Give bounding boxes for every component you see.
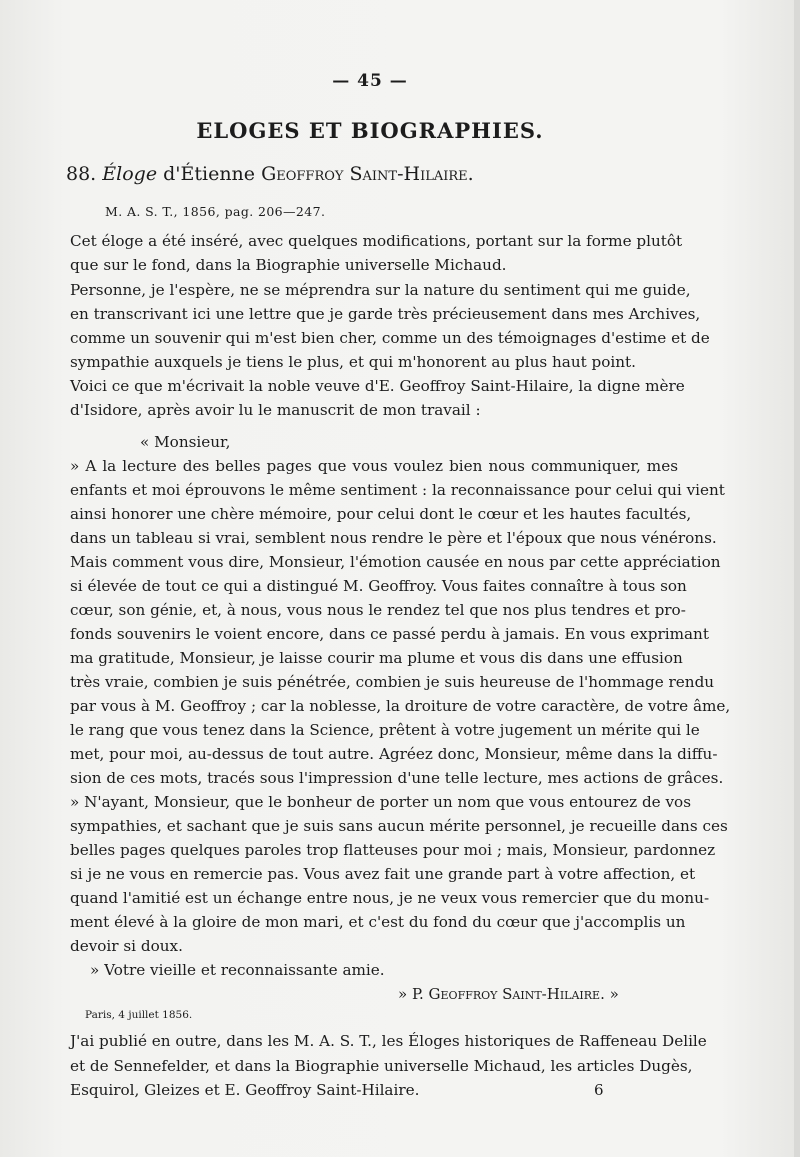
text-line: et de Sennefelder, et dans la Biographie universelle Michaud, les articles Dugès, xyxy=(70,1057,693,1075)
text-line: ma gratitude, Monsieur, je laisse courir ma plume et vous dis dans une effusion xyxy=(70,649,683,667)
text-line: met, pour moi, au-dessus de tout autre. Agréez donc, Monsieur, même dans la diffu- xyxy=(70,745,718,763)
text-line: devoir si doux. xyxy=(70,937,183,955)
entry-heading xyxy=(66,163,474,185)
entry-title-rest: d'Étienne xyxy=(157,163,262,185)
text-line: fonds souvenirs le voient encore, dans ce passé perdu à jamais. En vous exprimant xyxy=(70,625,709,643)
text-line: si je ne vous en remercie pas. Vous avez fait une grande part à votre affection, et xyxy=(70,865,696,883)
text-line: » A la lecture des belles pages que vous voulez bien nous communiquer, mes xyxy=(70,457,678,475)
entry-title-italic: Éloge xyxy=(102,163,158,185)
text-line: » N'ayant, Monsieur, que le bonheur de porter un nom que vous entourez de vos xyxy=(70,793,691,811)
text-line: par vous à M. Geoffroy ; car la noblesse, la droiture de votre caractère, de votre âme, xyxy=(70,697,731,715)
text-line: ment élevé à la gloire de mon mari, et c'est du fond du cœur que j'accomplis un xyxy=(70,913,686,931)
page-edge xyxy=(794,0,800,1157)
date-line: Paris, 4 juillet 1856. xyxy=(85,1009,193,1021)
text-line: Mais comment vous dire, Monsieur, l'émotion causée en nous par cette appréciation xyxy=(70,553,721,571)
text-line: quand l'amitié est un échange entre nous, je ne veux vous remercier que du monu- xyxy=(70,889,710,907)
page-number: — 45 — xyxy=(332,71,408,91)
entry-name: Geoffroy Saint-Hilaire. xyxy=(261,163,474,185)
text-line: Personne, je l'espère, ne se méprendra sur la nature du sentiment qui me guide, xyxy=(70,281,691,299)
reference-line: M. A. S. T., 1856, pag. 206—247. xyxy=(105,204,326,219)
text-line: enfants et moi éprouvons le même sentiment : la reconnaissance pour celui qui vient xyxy=(70,481,725,499)
text-line: Cet éloge a été inséré, avec quelques modifications, portant sur la forme plutôt xyxy=(70,232,683,250)
text-line: sympathies, et sachant que je suis sans aucun mérite personnel, je recueille dans ces xyxy=(70,817,728,835)
text-line: Voici ce que m'écrivait la noble veuve d'E. Geoffroy Saint-Hilaire, la digne mère xyxy=(70,377,685,395)
text-line: ainsi honorer une chère mémoire, pour celui dont le cœur et les hautes facultés, xyxy=(70,505,692,523)
text-line: cœur, son génie, et, à nous, vous nous le rendez tel que nos plus tendres et pro- xyxy=(70,601,686,619)
signature-mark: 6 xyxy=(594,1081,604,1099)
text-line: comme un souvenir qui m'est bien cher, comme un des témoignages d'estime et de xyxy=(70,329,710,347)
text-line: le rang que vous tenez dans la Science, prêtent à votre jugement un mérite qui le xyxy=(70,721,700,739)
text-line: J'ai publié en outre, dans les M. A. S. T., les Éloges historiques de Raffeneau Delile xyxy=(70,1032,707,1050)
text-line: que sur le fond, dans la Biographie universelle Michaud. xyxy=(70,256,507,274)
text-line: sympathie auxquels je tiens le plus, et qui m'honorent au plus haut point. xyxy=(70,353,636,371)
text-line: belles pages quelques paroles trop flatteuses pour moi ; mais, Monsieur, pardonnez xyxy=(70,841,716,859)
text-line: d'Isidore, après avoir lu le manuscrit de mon travail : xyxy=(70,401,481,419)
text-line: très vraie, combien je suis pénétrée, combien je suis heureuse de l'hommage rendu xyxy=(70,673,715,691)
text-line: Esquirol, Gleizes et E. Geoffroy Saint-Hilaire. xyxy=(70,1081,420,1099)
text-line: sion de ces mots, tracés sous l'impression d'une telle lecture, mes actions de grâces. xyxy=(70,769,724,787)
text-line: si élevée de tout ce qui a distingué M. Geoffroy. Vous faites connaître à tous son xyxy=(70,577,687,595)
text-line: dans un tableau si vrai, semblent nous rendre le père et l'époux que nous vénérons. xyxy=(70,529,717,547)
section-title: ELOGES ET BIOGRAPHIES. xyxy=(196,118,544,143)
text-line: » Votre vieille et reconnaissante amie. xyxy=(90,961,385,979)
text-line: en transcrivant ici une lettre que je garde très précieusement dans mes Archives, xyxy=(70,305,701,323)
text-line: « Monsieur, xyxy=(140,433,231,451)
signature: » P. Geoffroy Saint-Hilaire. » xyxy=(398,985,619,1003)
entry-number: 88. xyxy=(66,163,97,185)
